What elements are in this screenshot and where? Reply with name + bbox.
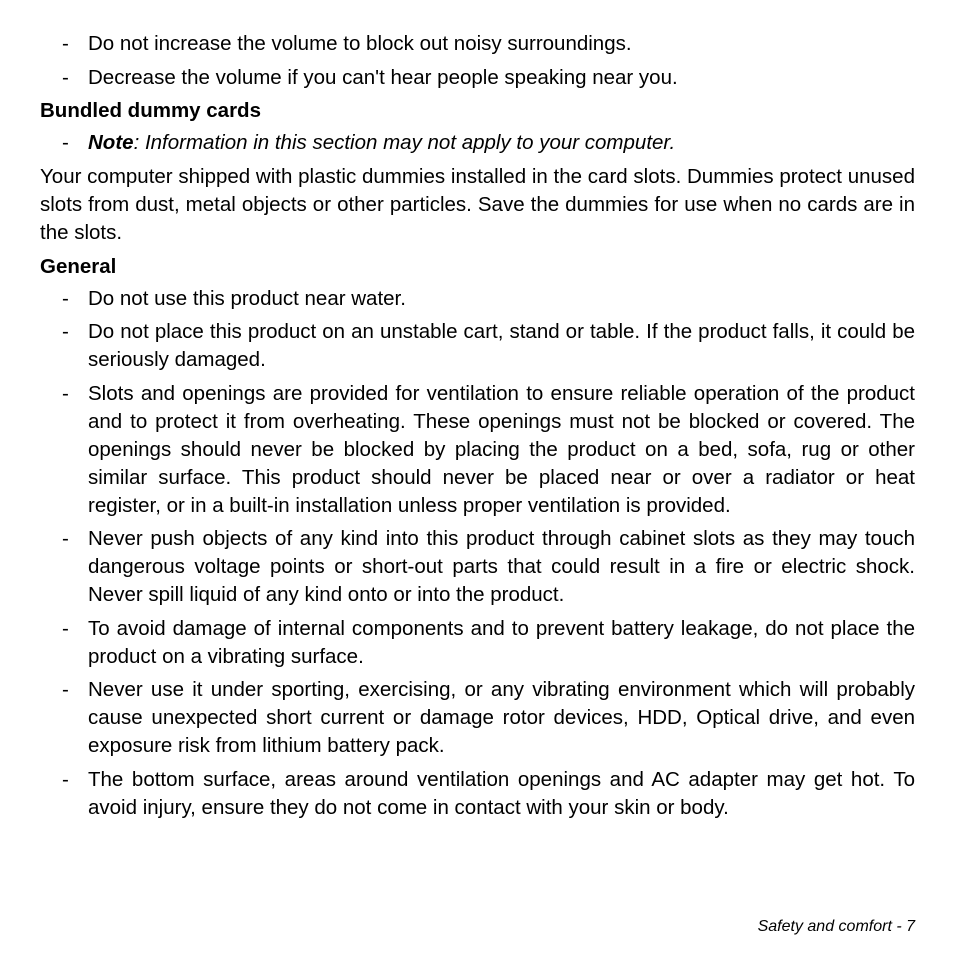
list-item: - Do not use this product near water. (40, 285, 915, 313)
note-label: Note (88, 131, 134, 154)
list-item: - To avoid damage of internal components and to prevent battery leakage, do not place the product on a vibrating surface. (40, 615, 915, 671)
general-list (40, 285, 915, 822)
list-item: - Never push objects of any kind into this product through cabinet slots as they may touch dangerous voltage points or short-out parts that could result in a fire or electric shock. Never spill liquid of any kind onto or into the product. (40, 525, 915, 609)
list-item: - The bottom surface, areas around ventilation openings and AC adapter may get hot. To avoid injury, ensure they do not come in contact with your skin or body. (40, 766, 915, 822)
list-item: - Do not place this product on an unstable cart, stand or table. If the product falls, it could be seriously damaged. (40, 318, 915, 374)
page-footer: Safety and comfort - 7 (757, 918, 915, 935)
list-item: - Decrease the volume if you can't hear people speaking near you. (40, 64, 915, 92)
note-text: : Information in this section may not apply to your computer. (133, 131, 676, 154)
note-item (40, 129, 915, 157)
intro-list (40, 30, 915, 92)
document-page (40, 30, 915, 827)
list-item: - Do not increase the volume to block out noisy surroundings. (40, 30, 915, 58)
list-item: - Slots and openings are provided for ventilation to ensure reliable operation of the product and to protect it from overheating. These openings must not be blocked or covered. The openings should never be blocked by placing the product on a bed, sofa, rug or other similar surface. This product should never be placed near or over a radiator or heat register, or in a built-in installation unless proper ventilation is provided. (40, 380, 915, 520)
dummy-note-list (40, 129, 915, 157)
list-item: - Never use it under sporting, exercising, or any vibrating environment which will probably cause unexpected short current or damage rotor devices, HDD, Optical drive, and even exposure risk from lithium battery pack. (40, 676, 915, 760)
section-heading-dummy-cards: Bundled dummy cards (40, 99, 261, 122)
dummy-paragraph: Your computer shipped with plastic dummies installed in the card slots. Dummies protect unused slots from dust, metal objects or other particles. Save the dummies for use when no cards are in the slots. (40, 164, 915, 244)
section-heading-general: General (40, 254, 117, 278)
